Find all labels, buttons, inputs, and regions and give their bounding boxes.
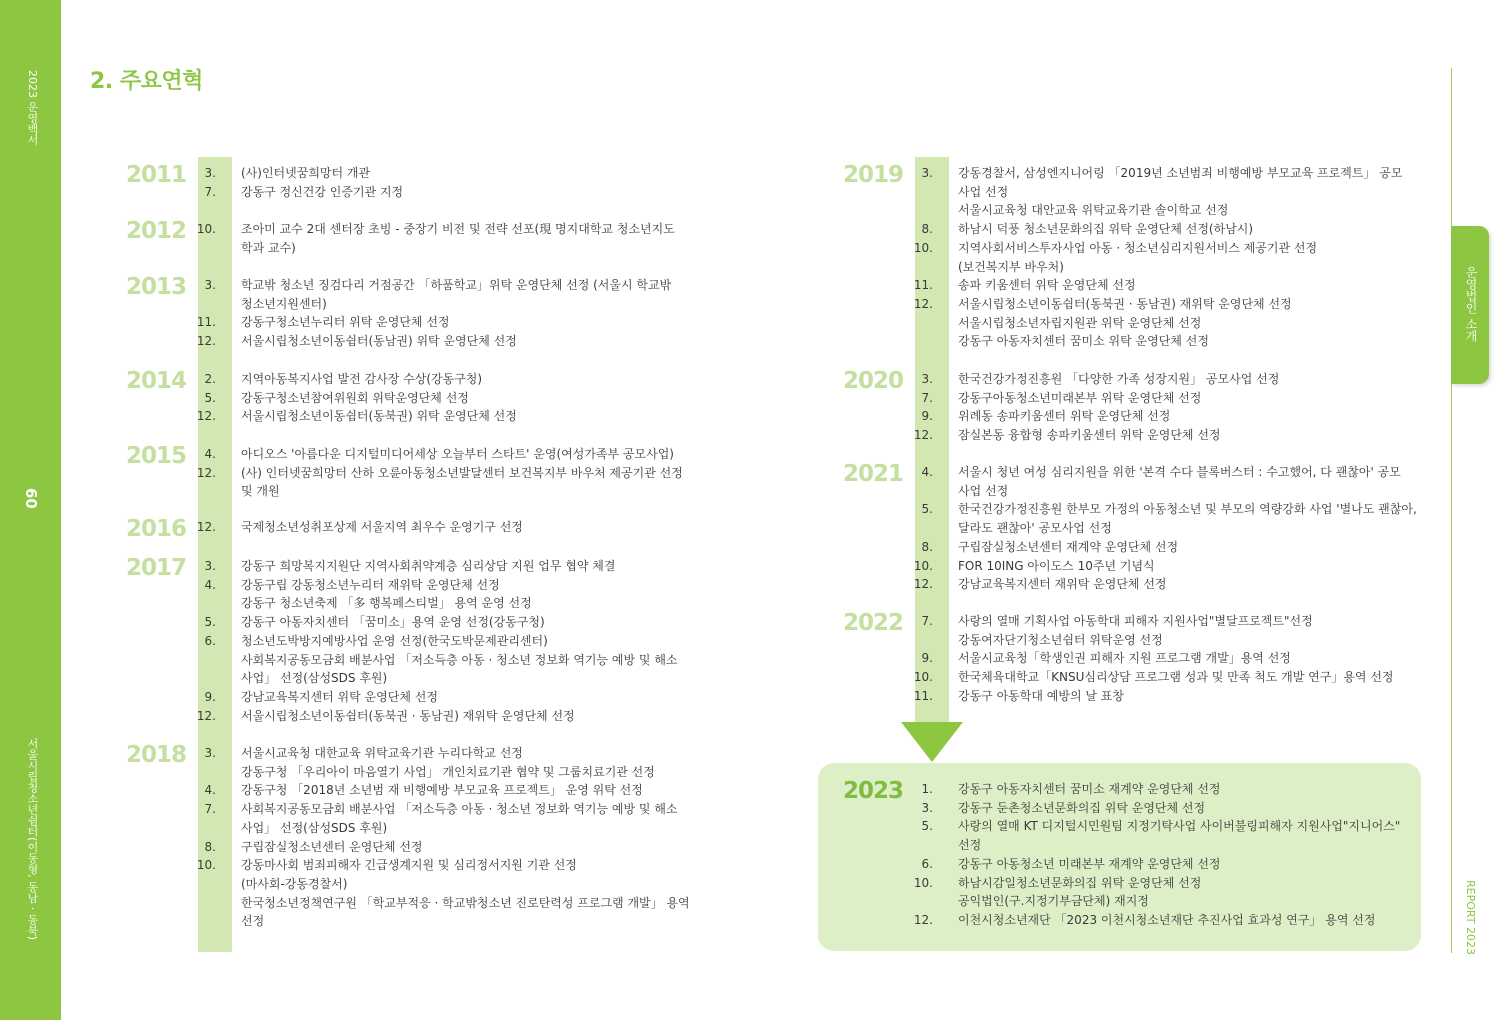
timeline-event: 강동구 아동청소년 미래본부 재계약 운영단체 선정 <box>958 856 1221 871</box>
section-tab[interactable] <box>1451 226 1489 384</box>
timeline-event: 강동마사회 범죄피해자 긴급생계지원 및 심리정서지원 기관 선정 <box>241 858 577 873</box>
timeline-event: 사업」 선정(삼성SDS 후원) <box>241 671 388 686</box>
timeline-event: FOR 10ING 아이도스 10주년 기념식 <box>958 558 1155 573</box>
year-2015: 2015 <box>126 443 187 469</box>
timeline-month: 7. <box>204 184 216 199</box>
section-tab-label: 운영법인 소개 <box>1464 266 1478 342</box>
timeline-event: 잠실본동 융합형 송파키움센터 위탁 운영단체 선정 <box>958 428 1221 443</box>
timeline-event: 한국체육대학교「KNSU심리상담 프로그램 성과 및 만족 척도 개발 연구」용역 선정 <box>958 670 1394 685</box>
timeline-month: 6. <box>921 856 933 871</box>
timeline-event: 사업 선정 <box>958 184 1009 199</box>
sidebar-organization-name: 서울시립청소년쉼터(이동형, 동남 · 동북) <box>26 738 39 941</box>
page-number: 60 <box>22 488 40 509</box>
timeline-month: 3. <box>921 166 933 180</box>
timeline-event: 한국청소년정책연구원 「학교부적응 · 학교밖청소년 진로탄력성 프로그램 개발」 용역 <box>241 895 690 910</box>
timeline-event: 강동경찰서, 삼성엔지니어링 「2019년 소년범죄 비행예방 부모교육 프로젝트」 공모 <box>958 166 1403 180</box>
timeline-month: 5. <box>921 819 933 834</box>
timeline-event: 지역아동복지사업 발전 감사장 수상(강동구청) <box>241 372 483 386</box>
timeline-month: 5. <box>204 390 216 405</box>
timeline-month: 9. <box>921 651 933 666</box>
timeline-month: 11. <box>196 315 216 330</box>
timeline-month: 10. <box>196 858 216 873</box>
timeline-event: 사업」 선정(삼성SDS 후원) <box>241 820 388 835</box>
timeline-month: 11. <box>913 278 933 293</box>
timeline-event: 서울시립청소년자립지원관 위탁 운영단체 선정 <box>958 315 1202 330</box>
timeline-month: 8. <box>921 539 933 554</box>
timeline-month: 3. <box>921 372 933 386</box>
timeline-event: 위례동 송파키움센터 위탁 운영단체 선정 <box>958 409 1171 424</box>
timeline-month: 1. <box>921 782 933 796</box>
timeline-event: 사회복지공동모금회 배분사업 「저소득층 아동 · 청소년 정보화 역기능 예방 및 해소 <box>241 652 678 667</box>
timeline-month: 5. <box>204 615 216 630</box>
timeline-month: 7. <box>204 802 216 817</box>
timeline-month: 12. <box>196 465 216 480</box>
timeline-month: 3. <box>204 278 216 292</box>
timeline-month: 6. <box>204 633 216 648</box>
timeline-month: 11. <box>913 688 933 703</box>
timeline-month: 9. <box>204 689 216 704</box>
right-divider <box>1451 68 1452 953</box>
timeline-event: 강남교육복지센터 위탁 운영단체 선정 <box>241 689 438 704</box>
year-2023: 2023 <box>843 778 904 804</box>
timeline-event: 서울시교육청 대한교육 위탁교육기관 누리다학교 선정 <box>241 746 523 760</box>
timeline-event: 한국건강가정진흥원 한부모 가정의 아동청소년 및 부모의 역량강화 사업 '별나도 괜찮아, <box>958 502 1417 517</box>
timeline-event: 및 개원 <box>241 484 280 499</box>
sidebar-report-title: 2023 운영백서 <box>26 70 39 146</box>
year-2022: 2022 <box>843 610 904 636</box>
timeline-event: 강동구청소년참여위원회 위탁운영단체 선정 <box>241 390 469 405</box>
timeline-event: (사)인터넷꿈희망터 개관 <box>241 166 371 180</box>
year-2018: 2018 <box>126 742 187 768</box>
timeline-month: 12. <box>913 428 933 443</box>
timeline-event: 서울시교육청 대안교육 위탁교육기관 솔이학교 선정 <box>958 203 1229 218</box>
timeline-month: 12. <box>196 409 216 424</box>
year-2019: 2019 <box>843 162 904 188</box>
timeline-event: 청소년도박방지예방사업 운영 선정(한국도박문제관리센터) <box>241 633 548 648</box>
timeline-event: 서울시 청년 여성 심리지원을 위한 '본격 수다 블록버스터 : 수고했어, 다 괜찮아' 공모 <box>958 465 1401 479</box>
timeline-month: 3. <box>921 800 933 815</box>
year-2017: 2017 <box>126 555 187 581</box>
timeline-arrow-icon <box>901 722 963 762</box>
timeline-event: (사) 인터넷꿈희망터 산하 오륜아동청소년발달센터 보건복지부 바우처 제공기관 선정 <box>241 465 683 480</box>
timeline-event: 강남교육복지센터 재위탁 운영단체 선정 <box>958 577 1167 592</box>
timeline-event: 강동구 아동자치센터 「꿈미소」용역 운영 선정(강동구청) <box>241 615 545 630</box>
timeline-event: 강동구립 강동청소년누리터 재위탁 운영단체 선정 <box>241 577 500 592</box>
timeline-month: 12. <box>913 296 933 311</box>
timeline-month: 10. <box>913 240 933 255</box>
timeline-event: 학교밖 청소년 징검다리 거점공간 「하품학교」위탁 운영단체 선정 (서울시 학교밖 <box>241 278 672 292</box>
timeline-event: 선정 <box>241 914 265 929</box>
timeline-event: 강동여자단기청소년쉼터 위탁운영 선정 <box>958 632 1163 647</box>
timeline-event: 달라도 괜찮아' 공모사업 선정 <box>958 521 1112 536</box>
page-title: 2. 주요연혁 <box>90 69 203 94</box>
timeline-event: 송파 키움센터 위탁 운영단체 선정 <box>958 278 1136 293</box>
year-2012: 2012 <box>126 218 187 244</box>
timeline-event: 강동구 둔촌청소년문화의집 위탁 운영단체 선정 <box>958 800 1206 815</box>
timeline-month: 12. <box>196 520 216 534</box>
timeline-event: 하남시 덕풍 청소년문화의집 위탁 운영단체 선정(하남시) <box>958 222 1254 237</box>
timeline-event: 서울시립청소년이동쉼터(동북권 · 동남권) 재위탁 운영단체 선정 <box>241 708 575 723</box>
timeline-event: 공익법인(구.지정기부금단체) 재지정 <box>958 894 1149 909</box>
timeline-event: 강동구 아동자치센터 꿈미소 위탁 운영단체 선정 <box>958 334 1209 349</box>
year-2020: 2020 <box>843 368 904 394</box>
timeline-event: 강동구청 「우리아이 마음열기 사업」 개인치료기관 협약 및 그룹치료기관 선정 <box>241 764 655 779</box>
timeline-month: 8. <box>204 839 216 854</box>
timeline-month: 12. <box>196 708 216 723</box>
timeline-event: 학과 교수) <box>241 240 296 255</box>
timeline-event: 강동구 청소년축제 「多 행복페스티벌」 용역 운영 선정 <box>241 596 532 611</box>
timeline-month: 4. <box>204 447 216 461</box>
timeline-event: 강동구아동청소년미래본부 위탁 운영단체 선정 <box>958 390 1202 405</box>
timeline-month: 4. <box>921 465 933 479</box>
timeline-month: 10. <box>196 222 216 236</box>
timeline-event: 사업 선정 <box>958 483 1009 498</box>
timeline-month: 10. <box>913 875 933 890</box>
timeline-month: 7. <box>921 614 933 628</box>
timeline-month: 5. <box>921 502 933 517</box>
timeline-month: 9. <box>921 409 933 424</box>
timeline-event: 사랑의 열매 기획사업 아동학대 피해자 지원사업"별달프로젝트"선정 <box>958 614 1313 628</box>
timeline-event: 이천시청소년재단 「2023 이천시청소년재단 추진사업 효과성 연구」 용역 선정 <box>958 912 1376 927</box>
report-label: REPORT 2023 <box>1464 880 1477 955</box>
year-2021: 2021 <box>843 461 904 487</box>
timeline-event: 강동구 정신건강 인증기관 지정 <box>241 184 404 199</box>
timeline-event: 강동구청소년누리터 위탁 운영단체 선정 <box>241 315 450 330</box>
left-sidebar <box>0 0 61 1020</box>
timeline-event: 서울시교육청「학생인권 피해자 지원 프로그램 개발」용역 선정 <box>958 651 1291 666</box>
timeline-month: 10. <box>913 670 933 685</box>
timeline-event: 지역사회서비스투자사업 아동 · 청소년심리지원서비스 제공기관 선정 <box>958 240 1318 255</box>
year-2014: 2014 <box>126 368 187 394</box>
timeline-event: 서울시립청소년이동쉼터(동남권) 위탁 운영단체 선정 <box>241 334 517 349</box>
year-2013: 2013 <box>126 274 187 300</box>
timeline-event: 조아미 교수 2대 센터장 초빙 - 중장기 비전 및 전략 선포(現 명지대학교 청소년지도 <box>241 222 675 236</box>
timeline-month: 10. <box>913 558 933 573</box>
timeline-event: (보건복지부 바우처) <box>958 259 1064 274</box>
timeline-month: 2. <box>204 372 216 386</box>
timeline-event: 선정 <box>958 838 982 853</box>
timeline-month: 12. <box>913 912 933 927</box>
timeline-event: 강동구 아동학대 예방의 날 표창 <box>958 688 1124 703</box>
timeline-event: 구립잠실청소년센터 운영단체 선정 <box>241 839 423 854</box>
timeline-event: 한국건강가정진흥원 「다양한 가족 성장지원」 공모사업 선정 <box>958 372 1280 386</box>
timeline-event: 강동구 아동자치센터 꿈미소 재계약 운영단체 선정 <box>958 782 1221 796</box>
timeline-month: 3. <box>204 559 216 573</box>
year-2016: 2016 <box>126 516 187 542</box>
timeline-month: 12. <box>196 334 216 349</box>
timeline-month: 8. <box>921 222 933 237</box>
timeline-event: 강동구청 「2018년 소년범 재 비행예방 부모교육 프로젝트」 운영 위탁 선정 <box>241 783 643 798</box>
timeline-event: (마사회-강동경찰서) <box>241 876 348 891</box>
year-2011: 2011 <box>126 162 187 188</box>
timeline-event: 국제청소년성취포상제 서울지역 최우수 운영기구 선정 <box>241 520 523 534</box>
timeline-event: 하남시감일청소년문화의집 위탁 운영단체 선정 <box>958 875 1202 890</box>
timeline-event: 구립잠실청소년센터 재계약 운영단체 선정 <box>958 539 1179 554</box>
timeline-event: 청소년지원센터) <box>241 296 327 311</box>
timeline-month: 12. <box>913 577 933 592</box>
timeline-month: 4. <box>204 783 216 798</box>
timeline-month: 7. <box>921 390 933 405</box>
timeline-event: 아디오스 '아름다운 디지털미디어세상 오늘부터 스타트' 운영(여성가족부 공모사업) <box>241 447 674 461</box>
timeline-event: 서울시립청소년이동쉼터(동북권 · 동남권) 재위탁 운영단체 선정 <box>958 296 1292 311</box>
timeline-event: 강동구 희망복지지원단 지역사회취약계층 심리상담 지원 업무 협약 체결 <box>241 559 616 573</box>
timeline-month: 3. <box>204 746 216 760</box>
timeline-month: 3. <box>204 166 216 180</box>
timeline-event: 서울시립청소년이동쉼터(동북권) 위탁 운영단체 선정 <box>241 409 517 424</box>
timeline-event: 사랑의 열매 KT 디지털시민원팀 지정기탁사업 사이버불링피해자 지원사업"지니어스" <box>958 819 1401 834</box>
timeline-month: 4. <box>204 577 216 592</box>
timeline-event: 사회복지공동모금회 배분사업 「저소득층 아동 · 청소년 정보화 역기능 예방 및 해소 <box>241 802 678 817</box>
